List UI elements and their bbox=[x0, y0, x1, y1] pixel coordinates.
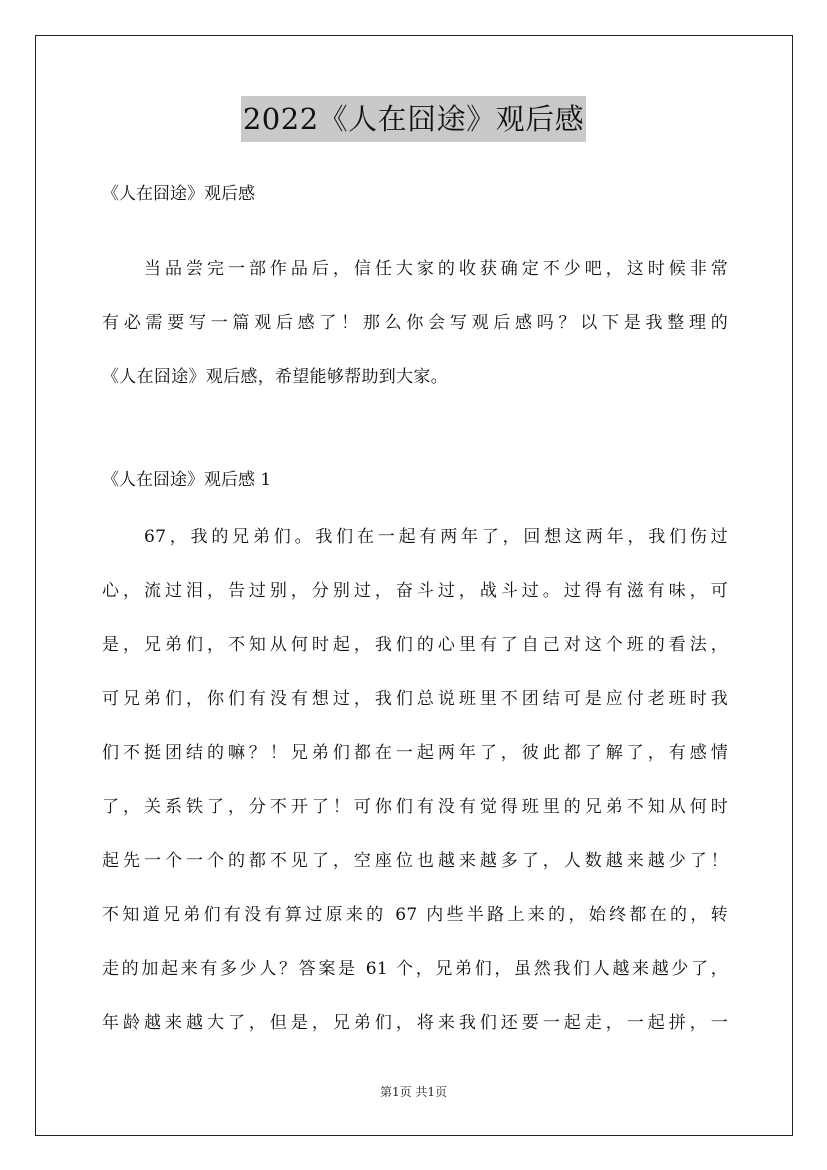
spacer bbox=[102, 212, 728, 242]
page-footer: 第1页 共1页 bbox=[379, 1085, 448, 1099]
body-line: 是，兄弟们，不知从何时起，我们的心里有了自己对这个班的看法， bbox=[102, 635, 728, 655]
section-heading: 《人在囧途》观后感 1 bbox=[102, 470, 272, 490]
subtitle-heading: 《人在囧途》观后感 bbox=[102, 184, 255, 204]
intro-line: 有必需要写一篇观后感了！那么你会写观后感吗？以下是我整理的 bbox=[102, 313, 728, 333]
body-line: 走的加起来有多少人？答案是 61 个，兄弟们，虽然我们人越来越少了， bbox=[102, 959, 728, 979]
spacer bbox=[102, 404, 728, 462]
body-line: 年龄越来越大了，但是，兄弟们，将来我们还要一起走，一起拼，一 bbox=[102, 1013, 728, 1033]
title-container bbox=[0, 96, 827, 142]
body-line: 心，流过泪，告过别，分别过，奋斗过，战斗过。过得有滋有味，可 bbox=[102, 581, 728, 601]
body-line: 不知道兄弟们有没有算过原来的 67 内些半路上来的，始终都在的，转 bbox=[102, 905, 728, 925]
spacer bbox=[102, 498, 728, 510]
intro-line: 《人在囧途》观后感，希望能够帮助到大家。 bbox=[102, 367, 448, 387]
document-title: 2022《人在囧途》观后感 bbox=[241, 96, 586, 142]
intro-line: 当品尝完一部作品后，信任大家的收获确定不少吧，这时候非常 bbox=[144, 259, 728, 279]
body-line: 了，关系铁了，分不开了！可你们有没有觉得班里的兄弟不知从何时 bbox=[102, 797, 728, 817]
body-line: 起先一个一个的都不见了，空座位也越来越多了，人数越来越少了！ bbox=[102, 851, 728, 871]
body-line: 67，我的兄弟们。我们在一起有两年了，回想这两年，我们伤过 bbox=[144, 527, 728, 547]
body-line: 们不挺团结的嘛？！兄弟们都在一起两年了，彼此都了解了，有感情 bbox=[102, 743, 728, 763]
body-line: 可兄弟们，你们有没有想过，我们总说班里不团结可是应付老班时我 bbox=[102, 689, 728, 709]
document-body bbox=[102, 176, 728, 1050]
